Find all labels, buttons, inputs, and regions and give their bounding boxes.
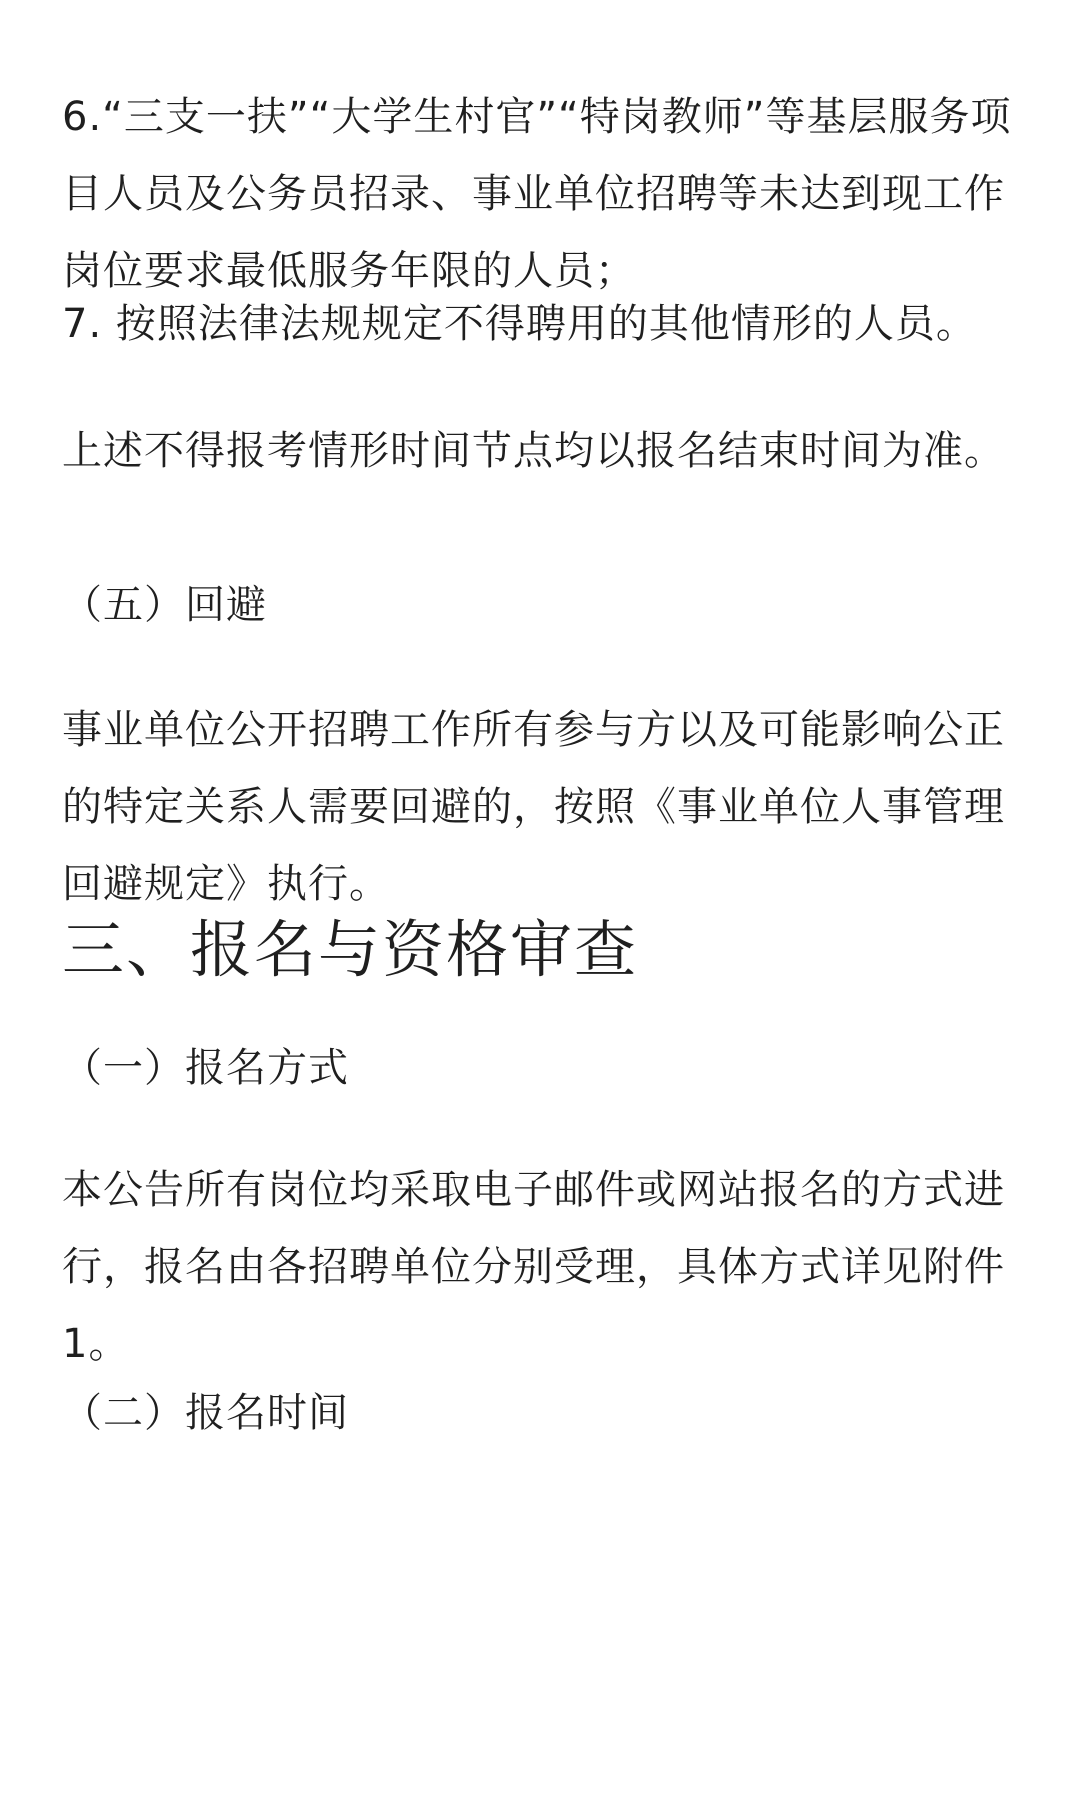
subsection-registration-time-title: （二）报名时间 xyxy=(62,1390,349,1436)
section-title-registration: 三、报名与资格审查 xyxy=(62,913,639,986)
item-7-text: 7. 按照法律法规规定不得聘用的其他情形的人员。 xyxy=(62,301,977,347)
subsection-avoidance-text: 事业单位公开招聘工作所有参与方以及可能影响公正的特定关系人需要回避的，按照《事业单位人事管理回避规定》执行。 xyxy=(62,707,1005,907)
deadline-note: 上述不得报考情形时间节点均以报名结束时间为准。 xyxy=(62,428,1005,474)
subsection-registration-method-title: （一）报名方式 xyxy=(62,1045,349,1091)
item-6-text: 6.“三支一扶”“大学生村官”“特岗教师”等基层服务项目人员及公务员招录、事业单位招聘等未达到现工作岗位要求最低服务年限的人员； xyxy=(62,94,1012,294)
subsection-avoidance-title: （五）回避 xyxy=(62,582,267,628)
subsection-registration-method-text: 本公告所有岗位均采取电子邮件或网站报名的方式进行，报名由各招聘单位分别受理，具体方式详见附件1。 xyxy=(62,1167,1005,1367)
